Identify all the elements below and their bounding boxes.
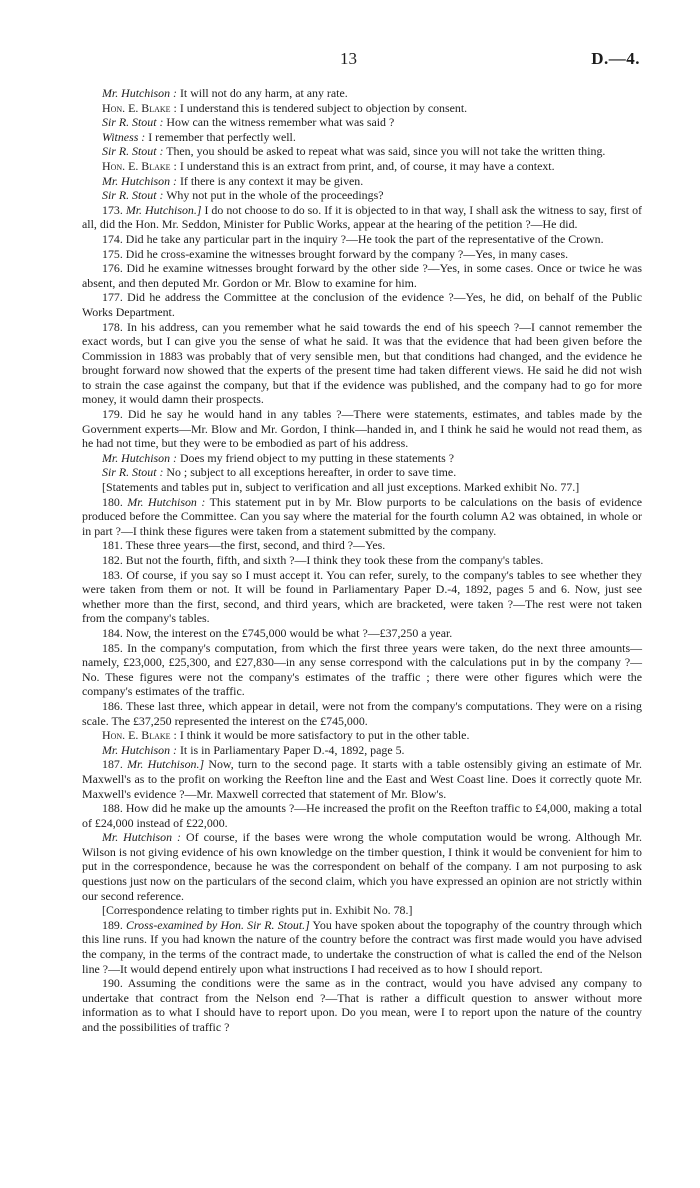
- paragraph: [82, 538, 642, 553]
- paragraph-text: 188. How did he make up the amounts ?—He increased the profit on the Reefton traffic to £4,000, making a total of £24,000 instead of £22,000.: [82, 801, 642, 830]
- paragraph: [82, 918, 642, 976]
- paragraph: [82, 801, 642, 830]
- speaker-label: Mr. Hutchison.]: [127, 757, 205, 772]
- speaker-label: Mr. Hutchison :: [102, 450, 177, 465]
- paragraph-text: If there is any context it may be given.: [176, 173, 364, 188]
- paragraph-text: Why not put in the whole of the proceedings?: [163, 188, 384, 203]
- speaker-label: Sir R. Stout :: [102, 465, 164, 480]
- paragraph-text: 176. Did he examine witnesses brought forward by the other side ?—Yes, in some cases. Once or twice he was absent, and then deputed Mr. Gordon or Mr. Blow to examine for him.: [82, 261, 642, 290]
- paragraph-text: I understand this is an extract from print, and, of course, it may have a context.: [176, 158, 555, 173]
- paragraph: [82, 407, 642, 451]
- paragraph: [82, 174, 642, 189]
- paragraph: [82, 553, 642, 568]
- paragraph-text: Now, turn to the second page. It starts with a table ostensibly giving an estimate of Mr. Maxwell's as to the profit on working the Reefton line and the East and West Coast line. Does it correctly quote Mr. Maxwell's evidence ?—Mr. Maxwell corrected that statement of Mr. Blow's.: [82, 757, 643, 801]
- speaker-label: Hon. E. Blake :: [102, 728, 177, 743]
- paragraph-text: 184. Now, the interest on the £745,000 would be what ?—£37,250 a year.: [102, 625, 453, 640]
- speaker-label: Sir R. Stout :: [102, 144, 164, 159]
- paragraph: [82, 903, 642, 918]
- speaker-label: Cross-examined by Hon. Sir R. Stout.]: [126, 917, 310, 932]
- speaker-label: Mr. Hutchison.]: [125, 202, 202, 217]
- speaker-label: Hon. E. Blake :: [102, 158, 177, 173]
- speaker-label: Hon. E. Blake :: [102, 100, 177, 115]
- paragraph-text: Of course, if the bases were wrong the whole computation would be wrong. Although Mr. Wilson is not giving evidence of his own knowledge on the timber question, I think it would be convenient for him to put in the correspondence, because he was the correspondent on behalf of the company. I am not purposing to ask questions just now on the particulars of the second claim, which you have expressed an opinion are not strictly within our second reference.: [82, 830, 642, 903]
- paragraph-text: 186. These last three, which appear in detail, were not from the company's computations. They were on a rising scale. The £37,250 represented the interest on the £745,000.: [82, 698, 642, 728]
- paragraph-text: You have spoken about the topography of the country through which this line runs. If you had known the nature of the country before the contract was first made would you have advised the company, in the terms of the contract made, to undertake the construction of what is called the end of the Nelson line ?—It would depend entirely upon what instructions I had received as to how I should report.: [82, 917, 642, 976]
- paragraph: [82, 159, 642, 174]
- paragraph: [82, 480, 642, 495]
- paragraph-text: Then, you should be asked to repeat what was said, since you will not take the written thing.: [163, 144, 606, 159]
- paragraph-text: 175. Did he cross-examine the witnesses brought forward by the company ?—Yes, in many cases.: [102, 246, 569, 261]
- paragraph-text: It is in Parliamentary Paper D.-4, 1892, page 5.: [176, 742, 405, 757]
- paragraph: [82, 203, 642, 232]
- paragraph: [82, 144, 642, 159]
- paragraph-text: I think it would be more satisfactory to put in the other table.: [176, 728, 470, 743]
- page-header: [0, 49, 700, 74]
- paragraph: [82, 290, 642, 319]
- paragraph: [82, 728, 642, 743]
- paragraph-text: 179. Did he say he would hand in any tables ?—There were statements, estimates, and tables made by the Government experts—Mr. Blow and Mr. Gordon, I think—handed in, and I think he said he would not read them, as he had not time, but they were to be embodied as part of his address.: [82, 407, 642, 451]
- paragraph: [82, 626, 642, 641]
- speaker-label: Sir R. Stout :: [102, 115, 164, 130]
- paragraph-text: 183. Of course, if you say so I must accept it. You can refer, surely, to the company's tables to see whether they were taken from them or not. It will be found in Parliamentary Paper D.-4, 1892, pages 5 and 6. Now, just see whether more than the first, second, and third years, which are bracketed, were taken ?—The rest were not taken from the company's tables.: [82, 567, 642, 626]
- paragraph: [82, 101, 642, 116]
- speaker-label: Mr. Hutchison :: [102, 173, 177, 188]
- paragraph: [82, 830, 642, 903]
- question-number: 189.: [102, 917, 127, 932]
- paragraph: [82, 232, 642, 247]
- question-number: 187.: [102, 757, 128, 772]
- paragraph: [82, 465, 642, 480]
- paragraph-text: I do not choose to do so. If it is objected to in that way, I shall ask the witness to say, first of all, did the Hon. Mr. Seddon, Minister for Public Works, appear at the hearing of the petition ?—He did.: [82, 202, 643, 232]
- paragraph: [82, 976, 642, 1034]
- paragraph-text: I remember that perfectly well.: [145, 129, 296, 144]
- question-number: 180.: [102, 494, 128, 509]
- paragraph: [82, 451, 642, 466]
- paragraph: [82, 641, 642, 699]
- document-body: [82, 86, 642, 1035]
- paragraph: [82, 757, 642, 801]
- paragraph: [82, 495, 642, 539]
- paragraph-text: 185. In the company's computation, from which the first three years were taken, do the next three amounts—namely, £23,000, £25,300, and £27,830—in any sense correspond with the calculations put in by the company ?—No. These figures were not the company's estimates of the traffic ; there were other figures which were the company's estimates of the traffic.: [82, 640, 642, 699]
- paragraph-text: 181. These three years—the first, second, and third ?—Yes.: [102, 538, 386, 553]
- paragraph: [82, 86, 642, 101]
- paragraph: [82, 320, 642, 408]
- speaker-label: Sir R. Stout :: [102, 188, 164, 203]
- paragraph-text: [Correspondence relating to timber rights put in. Exhibit No. 78.]: [102, 903, 413, 918]
- paragraph-text: 177. Did he address the Committee at the conclusion of the evidence ?—Yes, he did, on behalf of the Public Works Department.: [82, 290, 642, 319]
- paragraph: [82, 115, 642, 130]
- paragraph: [82, 743, 642, 758]
- speaker-label: Mr. Hutchison :: [102, 830, 182, 845]
- paragraph-text: I understand this is tendered subject to objection by consent.: [176, 100, 468, 115]
- paragraph: [82, 699, 642, 728]
- paragraph-text: This statement put in by Mr. Blow purports to be calculations on the basis of evidence produced before the Committee. Can you say where the material for the fourth column A2 was obtained, in whole or in part ?—I think these figures were taken from a statement submitted by the company.: [82, 494, 642, 538]
- paragraph-text: Does my friend object to my putting in these statements ?: [176, 450, 455, 465]
- paragraph-text: 190. Assuming the conditions were the same as in the contract, would you have advised any company to undertake that contract from the Nelson end ?—That is rather a difficult question to answer without more information as to what I should have to report upon. Do you mean, were I to report upon the nature of the country and the possibilities of traffic ?: [82, 976, 642, 1034]
- paragraph: [82, 247, 642, 262]
- question-number: 173.: [102, 202, 126, 217]
- speaker-label: Mr. Hutchison :: [102, 86, 177, 100]
- paragraph-text: How can the witness remember what was said ?: [163, 115, 395, 130]
- paragraph-text: 178. In his address, can you remember what he said towards the end of his speech ?—I cannot remember the exact words, but I can give you the sense of what he said. It was that the evidence that had been given before the Commission in 1883 was probably that of very sensible men, but that conditions had changed, and the evidence he brought forward now showed that the experts of the present time had taken different views. He said he did not wish to strain the case against the company, but that if the evidence was published, and the company had to go for more money, it would damn their prospects.: [82, 319, 642, 407]
- paragraph: [82, 188, 642, 203]
- paragraph-text: [Statements and tables put in, subject to verification and all just exceptions. Marked exhibit No. 77.]: [102, 480, 580, 495]
- paragraph: [82, 130, 642, 145]
- paragraph-text: It will not do any harm, at any rate.: [176, 86, 348, 100]
- paragraph-text: 182. But not the fourth, fifth, and sixth ?—I think they took these from the company's tables.: [102, 553, 544, 567]
- speaker-label: Mr. Hutchison :: [127, 494, 206, 509]
- paragraph: [82, 261, 642, 290]
- paragraph-text: 174. Did he take any particular part in the inquiry ?—He took the part of the representative of the Crown.: [102, 231, 604, 246]
- speaker-label: Mr. Hutchison :: [102, 742, 177, 757]
- speaker-label: Witness :: [102, 129, 146, 144]
- paragraph: [82, 568, 642, 626]
- paragraph-text: No ; subject to all exceptions hereafter, in order to save time.: [163, 465, 457, 480]
- page-number: 13: [340, 49, 357, 68]
- paper-reference: D.—4.: [591, 49, 640, 68]
